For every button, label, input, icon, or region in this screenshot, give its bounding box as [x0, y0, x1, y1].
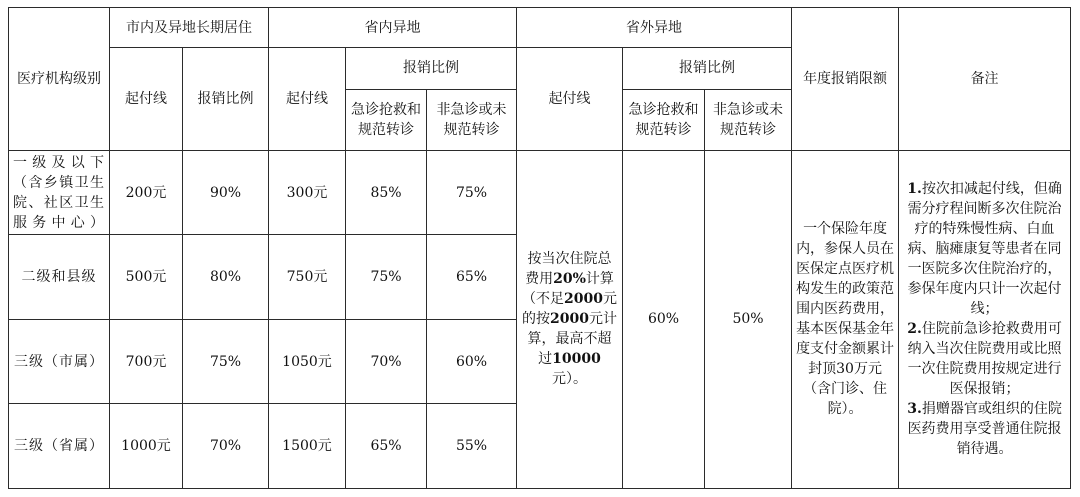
level-cell: 三级（市属） — [9, 319, 110, 404]
prov-emergency-cell: 85% — [346, 150, 427, 235]
header-prov-emergency: 急诊抢救和规范转诊 — [346, 89, 427, 150]
header-prov-ratio: 报销比例 — [346, 48, 517, 89]
header-out-emergency: 急诊抢救和规范转诊 — [623, 89, 705, 150]
prov-non-emergency-cell: 60% — [427, 319, 517, 404]
local-ratio-cell: 75% — [183, 319, 269, 404]
local-deductible-cell: 500元 — [110, 235, 183, 320]
reimbursement-table — [8, 7, 1071, 489]
header-level: 医疗机构级别 — [9, 8, 110, 151]
remark-item: 3.捐赠器官或组织的住院医药费用享受普通住院报销待遇。 — [907, 401, 1062, 458]
prov-emergency-cell: 70% — [346, 319, 427, 404]
prov-emergency-cell: 65% — [346, 404, 427, 489]
out-province-non-emergency-cell: 50% — [705, 150, 792, 488]
header-local-ratio: 报销比例 — [183, 48, 269, 151]
header-prov-non-emergency: 非急诊或未规范转诊 — [427, 89, 517, 150]
header-in-province-group: 省内异地 — [269, 8, 517, 48]
header-out-ratio: 报销比例 — [623, 48, 792, 89]
header-local-deductible: 起付线 — [110, 48, 183, 151]
annual-limit-cell: 一个保险年度内，参保人员在医保定点医疗机构发生的政策范围内医药费用，基本医保基金年度支付金额累计封顶30万元（含门诊、住院）。 — [792, 150, 899, 488]
header-out-non-emergency: 非急诊或未规范转诊 — [705, 89, 792, 150]
local-deductible-cell: 1000元 — [110, 404, 183, 489]
header-local-group: 市内及异地长期居住 — [110, 8, 269, 48]
remark-item: 2.住院前急诊抢救费用可纳入当次住院费用或比照一次住院费用按规定进行医保报销； — [907, 321, 1062, 398]
header-remarks: 备注 — [899, 8, 1071, 151]
remark-item: 1.按次扣减起付线，但确需分疗程间断多次住院治疗的特殊慢性病、白血病、脑瘫康复等患者在同一医院多次住院治疗的，参保年度内只计一次起付线； — [907, 181, 1062, 318]
level-cell: 一级及以下（含乡镇卫生院、社区卫生服务中心） — [9, 150, 110, 235]
table-row — [9, 150, 1071, 235]
local-ratio-cell: 80% — [183, 235, 269, 320]
local-ratio-cell: 90% — [183, 150, 269, 235]
header-prov-deductible: 起付线 — [269, 48, 346, 151]
out-province-emergency-cell: 60% — [623, 150, 705, 488]
prov-non-emergency-cell: 65% — [427, 235, 517, 320]
header-annual-limit: 年度报销限额 — [792, 8, 899, 151]
prov-emergency-cell: 75% — [346, 235, 427, 320]
header-out-province-group: 省外异地 — [517, 8, 792, 48]
prov-deductible-cell: 1050元 — [269, 319, 346, 404]
remarks-cell — [899, 150, 1071, 488]
prov-deductible-cell: 750元 — [269, 235, 346, 320]
local-ratio-cell: 70% — [183, 404, 269, 489]
out-province-deductible-cell: 按当次住院总费用20%计算（不足2000元的按2000元计算，最高不超过10000元）。 — [517, 150, 623, 488]
local-deductible-cell: 700元 — [110, 319, 183, 404]
level-cell: 二级和县级 — [9, 235, 110, 320]
prov-non-emergency-cell: 55% — [427, 404, 517, 489]
level-cell: 三级（省属） — [9, 404, 110, 489]
prov-non-emergency-cell: 75% — [427, 150, 517, 235]
local-deductible-cell: 200元 — [110, 150, 183, 235]
header-out-deductible: 起付线 — [517, 48, 623, 151]
prov-deductible-cell: 300元 — [269, 150, 346, 235]
prov-deductible-cell: 1500元 — [269, 404, 346, 489]
